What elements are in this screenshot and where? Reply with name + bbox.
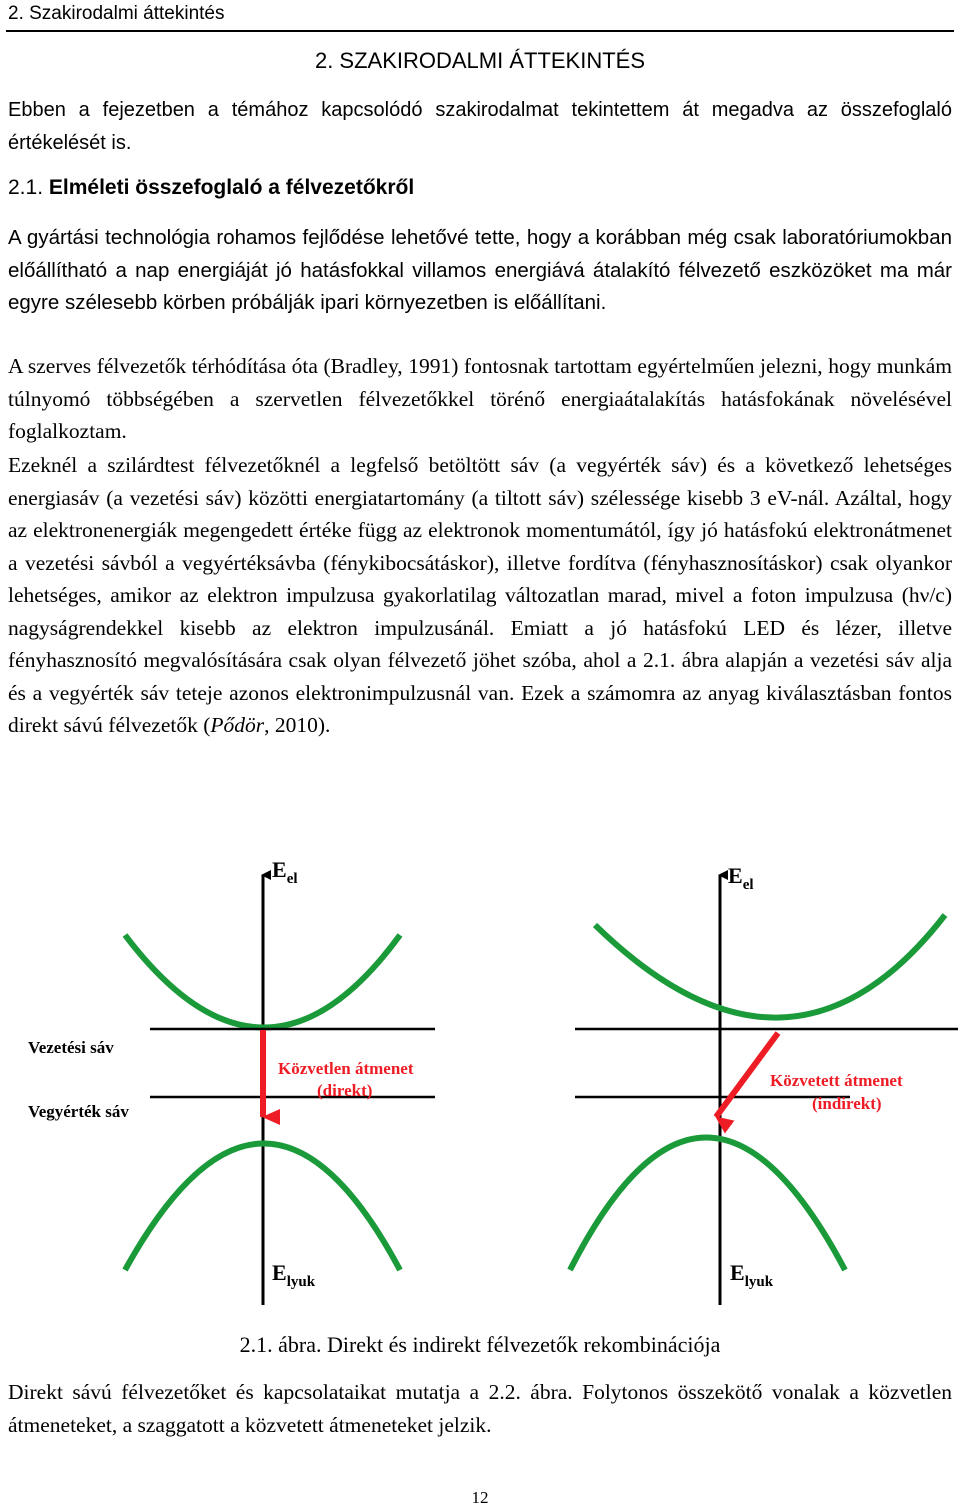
citation-author: Pődör (210, 713, 265, 737)
header-rule (6, 30, 954, 32)
intro-paragraph: Ebben a fejezetben a témához kapcsolódó szakirodalmat tekintettem át megadva az összefoglaló értékelését is. (8, 99, 952, 154)
paragraph-manufacturing: A gyártási technológia rohamos fejlődése lehetővé tette, hogy a korábban még csak laboratóriumokban előállítható a nap energiáját jó hatásfokkal villamos energiává átalakító félvezető eszközöket ma már egyre szélesebb körben próbálják ipari környezetben is előállítani. (8, 226, 952, 314)
left-axis-top-label: $E_{el}$ (272, 857, 298, 887)
page-number: 12 (471, 1488, 489, 1507)
paragraph-bandgap-text: Ezeknél a szilárdtest félvezetőknél a legfelső betöltött sáv (a vegyérték sáv) és a következő lehetséges energiasáv (a vezetési sáv) közötti energiatartomány (a tiltott sáv) szélessége kisebb 3 eV-nál. Azáltal, hogy az elektronenergiák megengedett értéke függ az elektronok momentumától, így jó hatásfokú elektronátmenet a vezetési sávból a vegyértéksávba (fénykibocsátáskor), illetve fordítva (fényhasznosításkor) csak olyankor lehetséges, amikor az elektron impulzusa gyakorlatilag változatlan marad, mivel a foton impulzusa (hν/c) nagyságrendekkel kisebb az elektron impulzusánál. Emiatt a jó hatásfokú LED és lézer, illetve fényhasznosító megvalósítására csak olyan félvezető jöhet szóba, ahol a 2.1. ábra alapján a vezetési sáv alja és a vegyérték sáv teteje azonos elektronimpulzusnál van. Ezek a számomra az anyag kiválasztásban fontos direkt sávú félvezetők (8, 453, 952, 737)
paragraph-organic: A szerves félvezetők térhódítása óta (Bradley, 1991) fontosnak tartottam egyértelműen jelezni, hogy munkám túlnyomó többségében a szervetlen félvezetőkkel törénő energiaátalakítás hatásfokának növelésével foglalkoztam. (8, 354, 952, 443)
conduction-band-label: Vezetési sáv (28, 1038, 114, 1057)
indirect-transition-arrow (716, 1033, 778, 1117)
section-title: Elméleti összefoglaló a félvezetőkről (48, 176, 415, 199)
section-number: 2.1. (8, 176, 44, 199)
paragraph-direct-band: Direkt sávú félvezetőket és kapcsolataikat mutatja a 2.2. ábra. Folytonos összekötő vonalak a közvetlen átmeneteket, a szaggatott a közvetett átmeneteket jelzik. (8, 1380, 952, 1437)
figure-caption: 2.1. ábra. Direkt és indirekt félvezetők rekombinációja (239, 1332, 721, 1357)
left-axis-bottom-label: $E_{lyuk}$ (272, 1260, 316, 1290)
right-axis-top-label: $E_{el}$ (728, 863, 754, 893)
citation-year: , 2010). (264, 713, 331, 737)
valence-band-label: Vegyérték sáv (28, 1102, 129, 1121)
section-heading (8, 173, 414, 203)
indirect-transition-label: Közvetett átmenet (indirekt) (770, 1071, 903, 1113)
direct-transition-label: Közvetlen átmenet (direkt) (278, 1059, 414, 1100)
chapter-title: 2. SZAKIRODALMI ÁTTEKINTÉS (314, 48, 646, 73)
right-conduction-band-curve (595, 915, 945, 1018)
paragraph-bandgap: Ezeknél a szilárdtest félvezetőknél a legfelső betöltött sáv (a vegyérték sáv) és a következő lehetséges energiasáv (a vezetési sáv) közötti energiatartomány (a tiltott sáv) szélessége kisebb 3 eV-nál. Azáltal, hogy az elektronenergiák megengedett értéke függ az elektronok momentumától, így jó hatásfokú elektronátmenet a vezetési sávból a vegyértéksávba (fénykibocsátáskor), illetve fordítva (fényhasznosításkor) csak olyankor lehetséges, amikor az elektron impulzusa gyakorlatilag változatlan marad, mivel a foton impulzusa (hν/c) nagyságrendekkel kisebb az elektron impulzusánál. Emiatt a jó hatásfokú LED és lézer, illetve fényhasznosító megvalósítására csak olyan félvezető jöhet szóba, ahol a 2.1. ábra alapján a vezetési sáv alja és a vegyérték sáv teteje azonos elektronimpulzusnál van. Ezek a számomra az anyag kiválasztásban fontos direkt sávú félvezetők (Pődör, 2010). (8, 453, 952, 737)
right-valence-band-curve (570, 1138, 845, 1271)
right-axis-bottom-label: $E_{lyuk}$ (730, 1260, 774, 1290)
band-diagram-figure (0, 855, 960, 1320)
running-header: 2. Szakirodalmi áttekintés (8, 3, 225, 24)
